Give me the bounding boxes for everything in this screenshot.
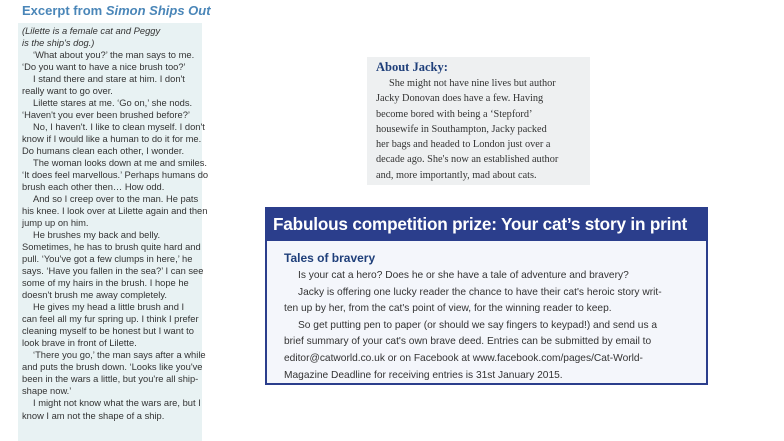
about-line: decade ago. She's now an established author <box>376 154 559 166</box>
about-title: About Jacky: <box>376 60 448 74</box>
competition-line: ten up by her, from the cat's point of view, for the winning reader to keep. <box>284 303 612 315</box>
excerpt-line: know if I would like a human to do it for me. <box>22 134 202 145</box>
excerpt-line: doesn't brush me away completely. <box>22 290 167 301</box>
competition-body <box>284 268 700 384</box>
about-line: She might not have nine lives but author <box>389 78 556 89</box>
competition-subtitle: Tales of bravery <box>284 251 376 265</box>
competition-line: Is your cat a hero? Does he or she have a tale of adventure and bravery? <box>298 270 629 281</box>
excerpt-line: and puts the brush down. ‘Looks like you've <box>22 362 203 373</box>
excerpt-line: know I am not the shape of a ship. <box>22 410 165 421</box>
excerpt-line: ‘There you go,’ the man says after a while <box>33 350 206 361</box>
excerpt-book-title: Simon Ships Out <box>105 3 211 18</box>
excerpt-line: (Lilette is a female cat and Peggy <box>22 26 161 36</box>
excerpt-line: ‘What about you?’ the man says to me. <box>33 50 195 61</box>
competition-line: brief summary of your cat's own brave deed. Entries can be submitted by email to <box>284 336 652 348</box>
excerpt-line: shape now.’ <box>22 386 72 397</box>
about-line: become bored with being a ‘Stepford’ <box>376 108 533 120</box>
about-line: her bags and headed to London just over a <box>376 139 551 151</box>
excerpt-line: brush each other then… How odd. <box>22 182 165 193</box>
excerpt-line: No, I haven't. I like to clean myself. I don't <box>33 122 205 133</box>
excerpt-line: Do humans clean each other, I wonder. <box>22 146 185 157</box>
excerpt-line: And so I creep over to the man. He pats <box>33 194 199 205</box>
excerpt-line: says. ‘Have you fallen in the sea?’ I can see <box>22 266 204 277</box>
competition-line: Jacky is offering one lucky reader the chance to have their cat's heroic story writ- <box>298 286 662 298</box>
excerpt-line: look brave in front of Lilette. <box>22 338 137 349</box>
excerpt-line: Sometimes, he has to brush quite hard and <box>22 242 201 253</box>
about-line: housewife in Southampton, Jacky packed <box>376 123 547 135</box>
excerpt-line: jump up on him. <box>22 218 89 229</box>
excerpt-line: Lilette stares at me. ‘Go on,’ she nods. <box>33 98 193 109</box>
excerpt-title-prefix: Excerpt from <box>22 3 103 18</box>
excerpt-heading <box>22 3 211 18</box>
excerpt-line: is the ship's dog.) <box>22 38 95 49</box>
excerpt-line: pull. ‘You've got a few clumps in here,’ he <box>22 254 193 265</box>
excerpt-line: really want to go over. <box>22 86 113 97</box>
excerpt-line: been in the wars a little, but you're all ship- <box>22 374 199 385</box>
excerpt-line: his knee. I look over at Lilette again and then <box>22 206 208 217</box>
excerpt-line: can feel all my fur spring up. I think I prefer <box>22 314 199 325</box>
competition-title: Fabulous competition prize: Your cat’s story in print <box>273 214 688 234</box>
excerpt-line: ‘Haven't you ever been brushed before?’ <box>22 110 191 121</box>
excerpt-line: ‘Do you want to have a nice brush too?’ <box>22 62 186 73</box>
excerpt-line: cleaning myself to be honest but I want to <box>22 326 194 337</box>
competition-line: editor@catworld.co.uk or on Facebook at www.facebook.com/pages/Cat-World- <box>284 352 643 364</box>
excerpt-line: The woman looks down at me and smiles. <box>33 158 207 169</box>
excerpt-line: He brushes my back and belly. <box>33 230 161 241</box>
about-line: and, more importantly, mad about cats. <box>376 169 537 181</box>
excerpt-line: I might not know what the wars are, but I <box>33 398 201 409</box>
competition-line: So get putting pen to paper (or should we say fingers to keypad!) and send us a <box>298 319 658 331</box>
about-body <box>376 76 586 183</box>
excerpt-body <box>22 25 209 422</box>
excerpt-line: I stand there and stare at him. I don't <box>33 74 185 85</box>
excerpt-line: He gives my head a little brush and I <box>33 302 185 313</box>
excerpt-line: some of my hairs in the brush. I hope he <box>22 278 189 289</box>
competition-line: Magazine Deadline for receiving entries is 31st January 2015. <box>284 369 563 381</box>
excerpt-line: ‘It does feel marvellous.’ Perhaps humans do <box>22 170 209 181</box>
about-line: Jacky Donovan does have a few. Having <box>376 93 544 105</box>
